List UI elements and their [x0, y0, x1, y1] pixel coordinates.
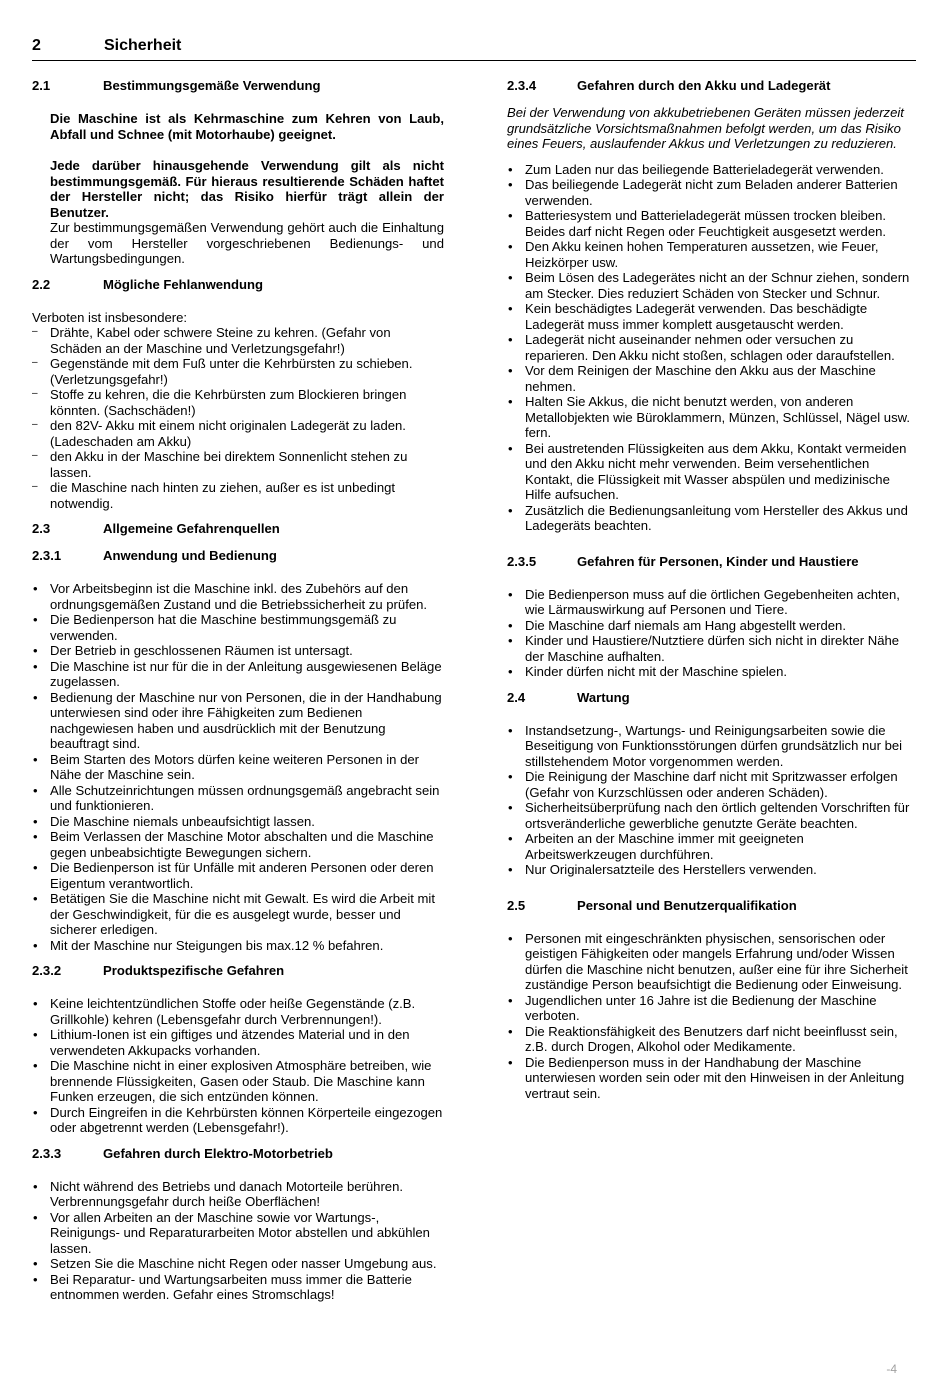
list-item: – den Akku in der Maschine bei direktem Sonnenlicht stehen zu lassen. [32, 449, 444, 480]
section-title: Gefahren durch den Akku und Ladegerät [577, 78, 831, 93]
section-number: 2.3 [32, 521, 51, 536]
section-title: Gefahren für Personen, Kinder und Haustiere [577, 553, 859, 569]
list-item: • Batteriesystem und Batterieladegerät müssen trocken bleiben. Beides darf nicht Regen oder Feuchtigkeit ausgesetzt werden. [507, 208, 917, 239]
chapter-title: Sicherheit [104, 37, 182, 54]
section-number: 2.2 [32, 276, 51, 292]
liability-statement: Jede darüber hinausgehende Verwendung gilt als nicht bestimmungsgemäß. Für hieraus resultierende Schäden haftet der Hersteller nicht; das Risiko hierfür trägt allein der Benutzer. [50, 158, 444, 220]
section-title: Wartung [577, 689, 630, 705]
section-title: Personal und Benutzerqualifikation [577, 897, 797, 913]
list-item: • Die Maschine nicht in einer explosiven Atmosphäre betreiben, wie brennende Flüssigkeiten, Gasen oder Staub. Die Maschine kann Funken erzeugen, die sich entzünden können. [32, 1058, 444, 1105]
list-item: • Kinder dürfen nicht mit der Maschine spielen. [507, 664, 917, 680]
intended-use-statement: Die Maschine ist als Kehrmaschine zum Kehren von Laub, Abfall und Schnee (mit Motorhaube) geeignet. [50, 111, 444, 142]
section-number: 2.4 [507, 689, 526, 705]
operation-list [32, 581, 444, 953]
section-number: 2.1 [32, 78, 51, 93]
misuse-intro: Verboten ist insbesondere: [32, 309, 188, 325]
list-item: • Mit der Maschine nur Steigungen bis max.12 % befahren. [32, 938, 444, 954]
list-item: • Bedienung der Maschine nur von Personen, die in der Handhabung unterwiesen sind oder ihre Fähigkeiten zum Bedienen nachgewiesen haben und ausdrücklich mit der Benutzung beauftragt sind. [32, 690, 444, 752]
section-heading-2-5 [507, 898, 917, 915]
list-item: • Instandsetzung-, Wartungs- und Reinigungsarbeiten sowie die Beseitigung von Funktionsstörungen dürfen grundsätzlich nur bei stillstehendem Motor vorgenommen werden. [507, 723, 917, 770]
electric-motor-hazards-list [32, 1179, 444, 1303]
list-item: • Die Bedienperson ist für Unfälle mit anderen Personen oder deren Eigentum verantwortlich. [32, 860, 444, 891]
list-item: • Vor dem Reinigen der Maschine den Akku aus der Maschine nehmen. [507, 363, 917, 394]
list-item: • Die Maschine niemals unbeaufsichtigt lassen. [32, 814, 444, 830]
list-item: • Betätigen Sie die Maschine nicht mit Gewalt. Es wird die Arbeit mit der Geschwindigkeit, für die es ausgelegt wurde, besser und sicherer erledigen. [32, 891, 444, 938]
persons-hazards-list [507, 587, 917, 680]
section-heading-2-2 [32, 277, 444, 294]
section-title: Produktspezifische Gefahren [103, 963, 285, 978]
section-title: Anwendung und Bedienung [103, 548, 277, 563]
chapter-number: 2 [32, 37, 41, 54]
section-title: Mögliche Fehlanwendung [103, 276, 264, 292]
list-item: • Vor allen Arbeiten an der Maschine sowie vor Wartungs-, Reinigungs- und Reparaturarbeiten Motor abstellen und abkühlen lassen. [32, 1210, 444, 1257]
list-item: • Beim Lösen des Ladegerätes nicht an der Schnur ziehen, sondern am Stecker. Dies reduziert Schäden von Stecker und Schnur. [507, 270, 917, 301]
section-heading-2-3-5 [507, 554, 917, 571]
list-item: • Bei austretenden Flüssigkeiten aus dem Akku, Kontakt vermeiden und den Akku nicht mehr verwenden. Beim versehentlichen Kontakt, die Flüssigkeit mit Wasser abspülen und medizinische Hilfe aufsuchen. [507, 441, 917, 503]
personnel-qualification-list [507, 931, 917, 1102]
section-title: Gefahren durch Elektro-Motorbetrieb [103, 1145, 333, 1161]
product-hazards-list [32, 996, 444, 1136]
list-item: • Die Bedienperson muss auf die örtlichen Gegebenheiten achten, wie Lärmauswirkung auf Personen und Tiere. [507, 587, 917, 618]
section-number: 2.5 [507, 897, 526, 913]
list-item: • Die Maschine ist nur für die in der Anleitung ausgewiesenen Beläge zugelassen. [32, 659, 444, 690]
list-item: • Nur Originalersatzteile des Herstellers verwenden. [507, 862, 917, 878]
list-item: – Gegenstände mit dem Fuß unter die Kehrbürsten zu schieben. (Verletzungsgefahr!) [32, 356, 444, 387]
section-heading-2-3-3 [32, 1146, 444, 1163]
list-item: – den 82V- Akku mit einem nicht originalen Ladegerät zu laden. (Ladeschaden am Akku) [32, 418, 444, 449]
list-item: • Die Maschine darf niemals am Hang abgestellt werden. [507, 618, 917, 634]
section-number: 2.3.1 [32, 548, 62, 563]
list-item: • Halten Sie Akkus, die nicht benutzt werden, von anderen Metallobjekten wie Büroklammern, Münzen, Schlüssel, Nägel usw. fern. [507, 394, 917, 441]
list-item: • Zusätzlich die Bedienungsanleitung vom Hersteller des Akkus und Ladegeräts beachten. [507, 503, 917, 534]
list-item: • Durch Eingreifen in die Kehrbürsten können Körperteile eingezogen oder abgetrennt werden (Lebensgefahr!). [32, 1105, 444, 1136]
section-heading-2-3-2 [32, 963, 444, 980]
section-heading-2-1 [32, 78, 444, 95]
list-item: • Nicht während des Betriebs und danach Motorteile berühren. Verbrennungsgefahr durch heiße Oberflächen! [32, 1179, 444, 1210]
section-number: 2.3.3 [32, 1145, 62, 1161]
section-heading-2-4 [507, 690, 917, 707]
list-item: • Die Bedienperson hat die Maschine bestimmungsgemäß zu verwenden. [32, 612, 444, 643]
list-item: • Das beiliegende Ladegerät nicht zum Beladen anderer Batterien verwenden. [507, 177, 917, 208]
list-item: • Lithium-Ionen ist ein giftiges und ätzendes Material und in den verwendeten Akkupacks vorhanden. [32, 1027, 444, 1058]
list-item: • Beim Verlassen der Maschine Motor abschalten und die Maschine gegen unbeabsichtigte Bewegungen sichern. [32, 829, 444, 860]
battery-precaution-intro: Bei der Verwendung von akkubetriebenen Geräten müssen jederzeit grundsätzliche Vorsichtsmaßnahmen befolgt werden, um das Risiko eines Feuers, auslaufender Akkus und Verletzungen zu reduzieren. [507, 105, 904, 151]
list-item: • Die Reinigung der Maschine darf nicht mit Spritzwasser erfolgen (Gefahr von Kurzschlüssen oder anderen Schäden). [507, 769, 917, 800]
left-column [32, 78, 444, 1303]
list-item: – die Maschine nach hinten zu ziehen, außer es ist unbedingt notwendig. [32, 480, 444, 511]
list-item: – Drähte, Kabel oder schwere Steine zu kehren. (Gefahr von Schäden an der Maschine und Verletzungsgefahr!) [32, 325, 444, 356]
list-item: • Kein beschädigtes Ladegerät verwenden. Das beschädigte Ladegerät muss immer komplett ausgetauscht werden. [507, 301, 917, 332]
list-item: • Arbeiten an der Maschine immer mit geeigneten Arbeitswerkzeugen durchführen. [507, 831, 917, 862]
section-number: 2.3.4 [507, 78, 537, 93]
list-item: • Die Reaktionsfähigkeit des Benutzers darf nicht beeinflusst sein, z.B. durch Drogen, Alkohol oder Medikamente. [507, 1024, 917, 1055]
list-item: • Zum Laden nur das beiliegende Batterieladegerät verwenden. [507, 162, 917, 178]
chapter-heading [32, 38, 916, 61]
list-item: • Kinder und Haustiere/Nutztiere dürfen sich nicht in direkter Nähe der Maschine aufhalten. [507, 633, 917, 664]
list-item: • Personen mit eingeschränkten physischen, sensorischen oder geistigen Fähigkeiten oder mangels Erfahrung und/oder Wissen dürfen die Maschine nicht benutzen, außer eine für ihre Sicherheit zuständige Person beaufsichtigt die Bedienung oder Einweisung. [507, 931, 917, 993]
list-item: • Bei Reparatur- und Wartungsarbeiten muss immer die Batterie entnommen werden. Gefahr eines Stromschlags! [32, 1272, 444, 1303]
maintenance-list [507, 723, 917, 878]
section-heading-2-3-4 [507, 78, 917, 95]
list-item: • Beim Starten des Motors dürfen keine weiteren Personen in der Nähe der Maschine sein. [32, 752, 444, 783]
section-number: 2.3.5 [507, 553, 537, 569]
right-column [507, 78, 917, 1101]
list-item: • Den Akku keinen hohen Temperaturen aussetzen, wie Feuer, Heizkörper usw. [507, 239, 917, 270]
battery-hazards-list [507, 162, 917, 534]
list-item: • Setzen Sie die Maschine nicht Regen oder nasser Umgebung aus. [32, 1256, 444, 1272]
list-item: • Die Bedienperson muss in der Handhabung der Maschine unterwiesen worden sein oder mit den Hinweisen in der Anleitung vertraut sein. [507, 1055, 917, 1102]
intended-use-conditions: Zur bestimmungsgemäßen Verwendung gehört auch die Einhaltung der vom Hersteller vorgeschriebenen Bedienungs- und Wartungsbedingungen. [50, 220, 444, 266]
list-item: • Der Betrieb in geschlossenen Räumen ist untersagt. [32, 643, 444, 659]
list-item: • Keine leichtentzündlichen Stoffe oder heiße Gegenstände (z.B. Grillkohle) kehren (Lebensgefahr durch Verbrennungen!). [32, 996, 444, 1027]
list-item: • Ladegerät nicht auseinander nehmen oder versuchen zu reparieren. Den Akku nicht stoßen, schlagen oder daraufstellen. [507, 332, 917, 363]
list-item: – Stoffe zu kehren, die die Kehrbürsten zum Blockieren bringen könnten. (Sachschäden!) [32, 387, 444, 418]
section-heading-2-3 [32, 521, 444, 538]
section-number: 2.3.2 [32, 963, 62, 978]
section-title: Bestimmungsgemäße Verwendung [103, 78, 321, 93]
page-number: -4 [886, 1362, 897, 1376]
misuse-list [32, 325, 444, 511]
list-item: • Vor Arbeitsbeginn ist die Maschine inkl. des Zubehörs auf den ordnungsgemäßen Zustand und die Betriebssicherheit zu prüfen. [32, 581, 444, 612]
list-item: • Sicherheitsüberprüfung nach den örtlich geltenden Vorschriften für ortsveränderliche gewerbliche genutzte Geräte beachten. [507, 800, 917, 831]
list-item: • Jugendlichen unter 16 Jahre ist die Bedienung der Maschine verboten. [507, 993, 917, 1024]
list-item: • Alle Schutzeinrichtungen müssen ordnungsgemäß angebracht sein und funktionieren. [32, 783, 444, 814]
section-title: Allgemeine Gefahrenquellen [103, 521, 280, 536]
section-heading-2-3-1 [32, 548, 444, 565]
